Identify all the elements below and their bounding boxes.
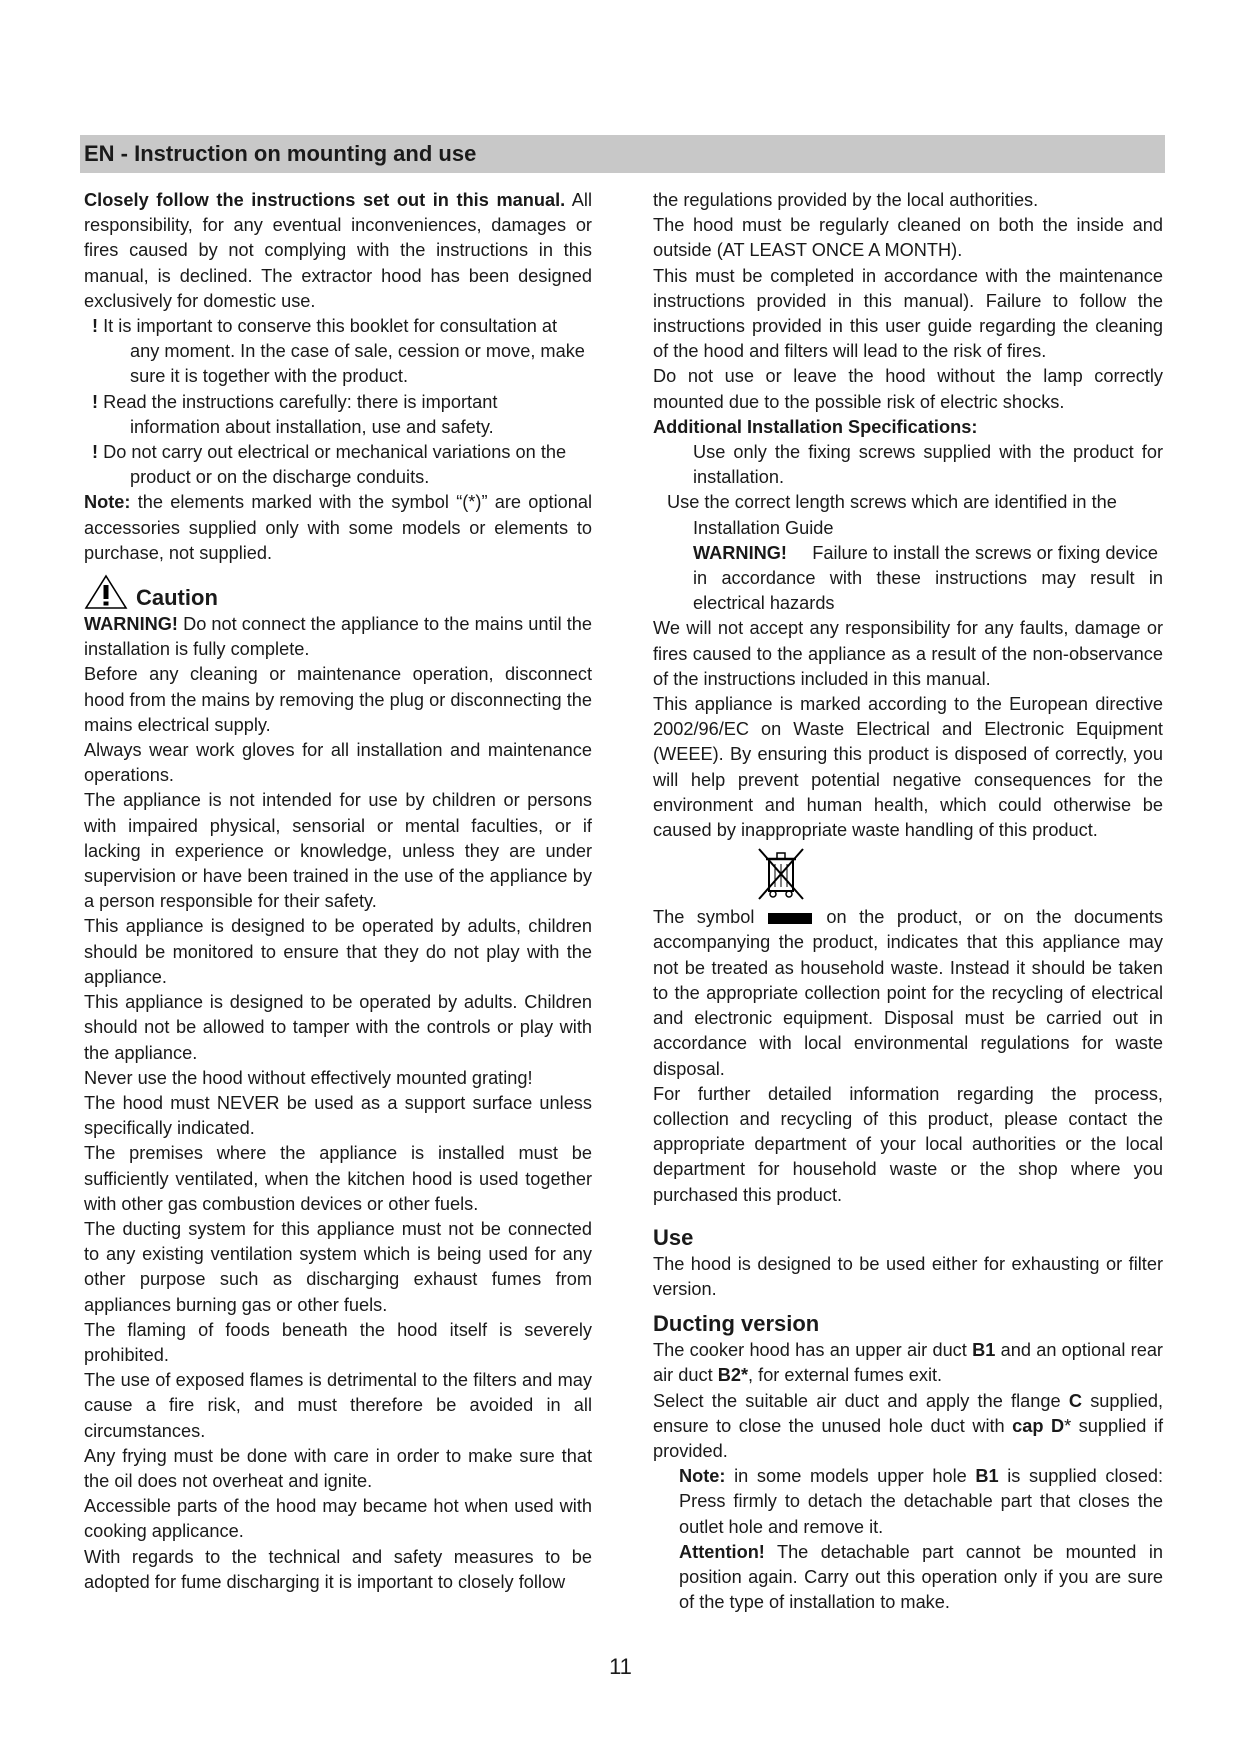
symbol-paragraph — [653, 905, 1163, 1081]
weee-symbol — [653, 843, 1163, 905]
bullet-text-cont: any moment. In the case of sale, cession or move, make sure it is together with the product. — [130, 341, 585, 387]
ducting-paragraph — [653, 1389, 1163, 1465]
attention-label: Attention! — [679, 1541, 765, 1562]
bullet-text-cont: product or on the discharge conduits. — [130, 467, 430, 488]
page-number: 11 — [609, 1654, 632, 1679]
exclamation-mark: ! — [92, 442, 99, 463]
paragraph: We will not accept any responsibility for any faults, damage or fires caused to the appliance as a result of the non-observance of the instructions included in this manual. — [653, 618, 1163, 689]
bullet-text: It is important to conserve this booklet for consultation at — [103, 316, 558, 337]
intro-bold: Closely follow the instructions set out in this manual. — [84, 190, 566, 210]
paragraph: The hood must NEVER be used as a support surface unless specifically indicated. — [84, 1092, 592, 1139]
list-item — [84, 390, 592, 440]
paragraph: The appliance is not intended for use by children or persons with impaired physical, sensorial or mental faculties, or if lacking in experience or knowledge, unless they are under supervision or have been trained in the use of the appliance by a person responsible for their safety. — [84, 790, 592, 912]
paragraph: The flaming of foods beneath the hood itself is severely prohibited. — [84, 1319, 592, 1365]
warning-paragraph — [84, 612, 592, 662]
paragraph: the regulations provided by the local authorities. — [653, 190, 1039, 210]
black-bar-icon — [768, 913, 812, 924]
paragraph: Before any cleaning or maintenance operation, disconnect hood from the mains by removing the plug or disconnecting the mains electrical supply. — [84, 664, 592, 735]
spec-item — [653, 490, 1163, 540]
ducting-paragraph — [653, 1338, 1163, 1388]
bullet-text-cont: information about installation, use and safety. — [130, 416, 494, 437]
text: * supplied if provided. — [653, 1415, 1163, 1461]
note-paragraph — [653, 1464, 1163, 1540]
bold-ref: C — [1068, 1390, 1082, 1411]
note-label: Note: — [84, 492, 131, 513]
text: is supplied closed: Press firmly to detach the detachable part that closes the outlet hole and remove it. — [679, 1466, 1163, 1537]
attention-paragraph — [653, 1540, 1163, 1616]
spec-text-cont: Installation Guide — [693, 517, 834, 538]
warning-label: WARNING! — [84, 614, 178, 635]
exclamation-mark: ! — [92, 391, 99, 412]
paragraph: This appliance is marked according to the European directive 2002/96/EC on Waste Electrical and Electronic Equipment (WEEE). By ensuring this product is disposed of correctly, you will help prevent potential negative consequences for the environment and human health, which could otherwise be caused by inappropriate waste handling of this product. — [653, 694, 1163, 841]
additional-specs-label: Additional Installation Specifications: — [653, 416, 978, 437]
intro-text: All responsibility, for any eventual inconveniences, damages or fires caused by not complying with the instructions in this manual, is declined. The extractor hood has been designed exclusively for domestic use. — [84, 190, 592, 311]
bold-ref: B2* — [717, 1365, 749, 1386]
symbol-text-pre: The symbol — [653, 907, 755, 928]
paragraph: The ducting system for this appliance must not be connected to any existing ventilation system which is being used for any other purpose such as discharging exhaust fumes from appliances burning gas or other fuels. — [84, 1218, 592, 1315]
paragraph: For further detailed information regarding the process, collection and recycling of this product, please contact the appropriate department of your local authorities or the local department for household waste or the shop where you purchased this product. — [653, 1083, 1163, 1205]
paragraph: Any frying must be done with care in order to make sure that the oil does not overheat and ignite. — [84, 1445, 592, 1491]
paragraph: Always wear work gloves for all installation and maintenance operations. — [84, 740, 592, 786]
exclamation-mark: ! — [92, 316, 99, 337]
bold-ref: B1 — [972, 1340, 996, 1361]
paragraph: The hood must be regularly cleaned on both the inside and outside (AT LEAST ONCE A MONTH). — [653, 215, 1163, 261]
paragraph: This must be completed in accordance with the maintenance instructions provided in this manual). Failure to follow the instructions provided in this user guide regarding the cleaning of the hood and filters will lead to the risk of fires. — [653, 265, 1163, 362]
warning-triangle-icon — [84, 574, 128, 610]
paragraph: The use of exposed flames is detrimental to the filters and may cause a fire risk, and must therefore be avoided in all circumstances. — [84, 1370, 592, 1441]
text: in some models upper hole — [725, 1466, 976, 1487]
text: supplied, ensure to close the unused hole duct with — [653, 1390, 1164, 1436]
paragraph: This appliance is designed to be operated by adults. Children should not be allowed to tamper with the controls or play with the appliance. — [84, 992, 592, 1063]
text: , for external fumes exit. — [748, 1365, 943, 1386]
right-column — [653, 188, 1163, 1615]
bold-ref: cap D — [1012, 1415, 1065, 1436]
spec-text: Failure to install the screws or fixing device — [812, 542, 1158, 563]
page-title: EN - Instruction on mounting and use — [84, 141, 477, 166]
caution-heading — [84, 574, 592, 610]
text: Select the suitable air duct and apply the flange — [653, 1390, 1069, 1411]
paragraph: This appliance is designed to be operated by adults, children should be monitored to ensure that they do not play with the appliance. — [84, 916, 592, 987]
note-paragraph — [84, 490, 592, 566]
spec-item-cont: in accordance with these instructions may result in electrical hazards — [693, 568, 1163, 614]
left-column — [84, 188, 592, 1595]
additional-specs-title — [653, 415, 1163, 440]
spec-text: Use the correct length screws which are identified in the — [667, 492, 1117, 513]
symbol-text-post: on the product, or on the documents accompanying the product, indicates that this appliance may not be treated as household waste. Instead it should be taken to the appropriate collection point for the recycling of electrical and electronic equipment. Disposal must be carried out in accordance with local environmental regulations for waste disposal. — [653, 907, 1163, 1079]
intro-paragraph — [84, 188, 592, 314]
paragraph: The hood is designed to be used either for exhausting or filter version. — [653, 1253, 1163, 1299]
text: The detachable part cannot be mounted in position again. Carry out this operation only if you are sure of the type of installation to make. — [679, 1541, 1163, 1613]
bullet-text: Read the instructions carefully: there is important — [103, 391, 498, 412]
paragraph: The premises where the appliance is installed must be sufficiently ventilated, when the kitchen hood is used together with other gas combustion devices or other fuels. — [84, 1143, 592, 1214]
text: and an optional rear air duct — [653, 1340, 1163, 1386]
caution-title: Caution — [136, 584, 218, 610]
spec-item — [653, 541, 1163, 566]
section-header — [80, 135, 1165, 173]
paragraph: With regards to the technical and safety measures to be adopted for fume discharging it is important to closely follow — [84, 1546, 592, 1592]
use-heading: Use — [653, 1224, 694, 1250]
bold-ref: B1 — [975, 1466, 999, 1487]
spec-warning-label: WARNING! — [693, 542, 787, 563]
paragraph: Accessible parts of the hood may became hot when used with cooking applicance. — [84, 1496, 592, 1542]
note-label: Note: — [679, 1466, 726, 1487]
bullet-text: Do not carry out electrical or mechanical variations on the — [103, 442, 567, 463]
note-text: the elements marked with the symbol “(*)” are optional accessories supplied only with some models or elements to purchase, not supplied. — [84, 492, 592, 563]
list-item — [84, 440, 592, 490]
ducting-heading: Ducting version — [653, 1311, 820, 1337]
spec-item: Use only the fixing screws supplied with the product for installation. — [693, 442, 1163, 488]
list-item — [84, 314, 592, 390]
crossed-bin-icon — [755, 847, 807, 901]
paragraph: Never use the hood without effectively mounted grating! — [84, 1067, 533, 1088]
text: The cooker hood has an upper air duct — [653, 1340, 973, 1361]
paragraph: Do not use or leave the hood without the lamp correctly mounted due to the possible risk of electric shocks. — [653, 366, 1163, 412]
warning-text: Do not connect the appliance to the mains until the installation is fully complete. — [84, 614, 592, 660]
